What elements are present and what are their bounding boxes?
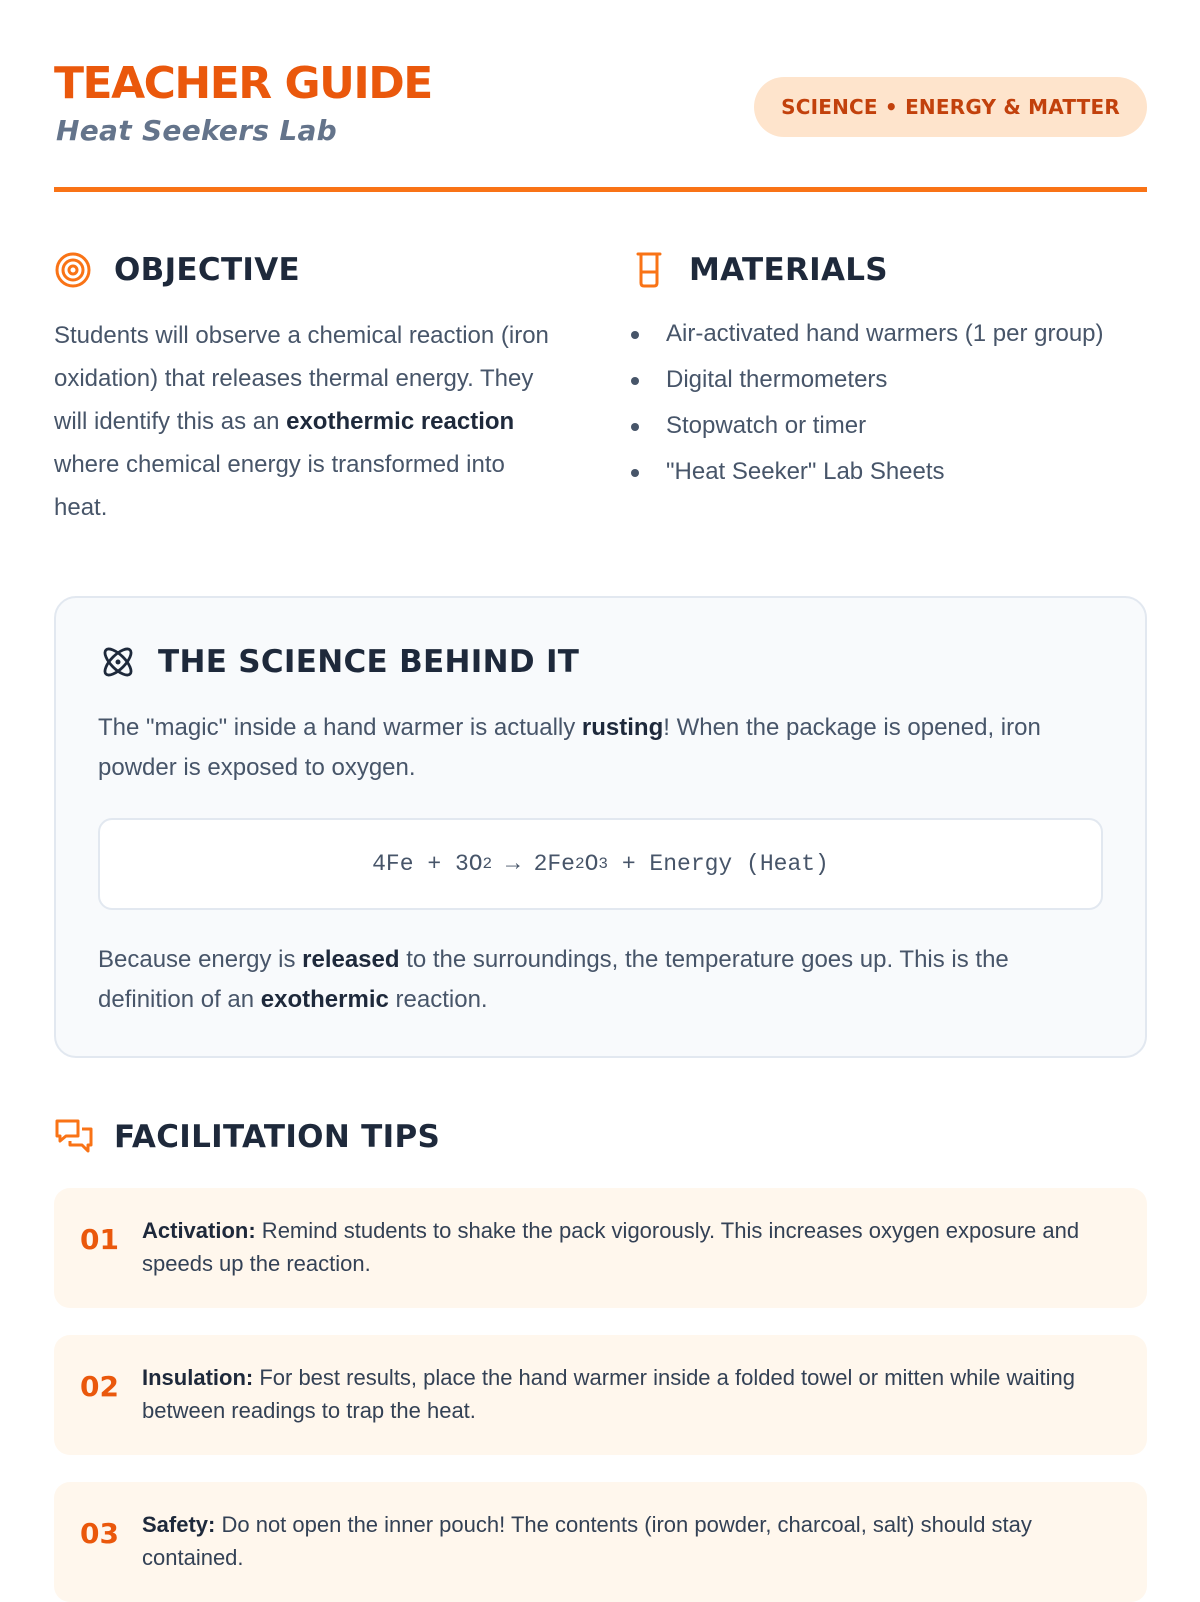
science-paragraph-1 (98, 708, 1103, 788)
tip-body: For best results, place the hand warmer inside a folded towel or mitten while waiting between readings to trap the heat. (142, 1365, 1075, 1423)
science-p1-keyword: rusting (581, 714, 664, 741)
header-divider (54, 187, 1147, 192)
equation-subscript: 3 (598, 855, 609, 873)
equation-subscript: 2 (482, 855, 493, 873)
tip-text (142, 1361, 1117, 1455)
page-subtitle: Heat Seekers Lab (56, 114, 338, 147)
equation-part: → 2Fe (492, 851, 575, 877)
objective-text (54, 314, 564, 529)
materials-section (629, 250, 1147, 498)
materials-list (629, 314, 1147, 492)
subject-badge: SCIENCE • ENERGY & MATTER (754, 77, 1147, 137)
objective-text-end: where chemical energy is transformed into heat. (54, 451, 505, 521)
equation-subscript: 2 (574, 855, 585, 873)
tip-text (142, 1508, 1117, 1602)
tip-card (54, 1188, 1147, 1308)
material-item: Air-activated hand warmers (1 per group) (629, 314, 1147, 354)
equation-part: O (584, 851, 599, 877)
science-p2-part: to the surroundings, the temperature goes up. This is the definition of an (98, 946, 1009, 1013)
material-item: Digital thermometers (629, 360, 1147, 400)
beaker-icon (629, 250, 669, 290)
tip-label: Activation: (142, 1218, 256, 1243)
materials-heading: MATERIALS (689, 252, 888, 288)
science-heading: THE SCIENCE BEHIND IT (158, 644, 580, 680)
material-item: Stopwatch or timer (629, 406, 1147, 446)
tip-number: 03 (80, 1517, 119, 1550)
equation-part: 4Fe + 3O (372, 851, 483, 877)
objective-keyword: exothermic reaction (286, 408, 515, 435)
teacher-guide-page (54, 0, 1147, 1570)
equation-part: + Energy (Heat) (608, 851, 829, 877)
objective-header (54, 250, 564, 290)
science-p1-start: The "magic" inside a hand warmer is actually (98, 714, 582, 741)
tip-body: Do not open the inner pouch! The contents (iron powder, charcoal, salt) should stay contained. (142, 1512, 1032, 1570)
tip-label: Insulation: (142, 1365, 254, 1390)
tip-number: 01 (80, 1223, 119, 1256)
science-p2-part: reaction. (388, 986, 488, 1013)
chemical-equation (98, 818, 1103, 910)
science-p1-end: ! When the package is opened, iron powder is exposed to oxygen. (98, 714, 1041, 781)
tips-heading: FACILITATION TIPS (114, 1119, 441, 1155)
chat-bubbles-icon (54, 1117, 94, 1157)
tip-card (54, 1335, 1147, 1455)
science-p2-part: Because energy is (98, 946, 303, 973)
atom-icon (98, 642, 138, 682)
tip-label: Safety: (142, 1512, 216, 1537)
tip-card (54, 1482, 1147, 1602)
objective-section (54, 250, 564, 529)
science-p2-keyword: exothermic (260, 986, 389, 1013)
tips-header (54, 1117, 440, 1157)
page-title: TEACHER GUIDE (54, 58, 432, 109)
material-item: "Heat Seeker" Lab Sheets (629, 452, 1147, 492)
materials-header (629, 250, 1147, 290)
objective-heading: OBJECTIVE (114, 252, 300, 288)
science-box (54, 596, 1147, 1058)
header (54, 0, 1147, 192)
objective-text-start: Students will observe a chemical reaction (iron oxidation) that releases thermal energy. They will identify this as an (54, 322, 549, 435)
target-icon (54, 250, 94, 290)
overview-columns (54, 250, 1147, 550)
tip-number: 02 (80, 1370, 119, 1403)
science-header (98, 642, 1103, 682)
tip-body: Remind students to shake the pack vigorously. This increases oxygen exposure and speeds up the reaction. (142, 1218, 1080, 1276)
science-p2-keyword: released (302, 946, 400, 973)
tip-text (142, 1214, 1117, 1308)
science-paragraph-2 (98, 940, 1103, 1020)
